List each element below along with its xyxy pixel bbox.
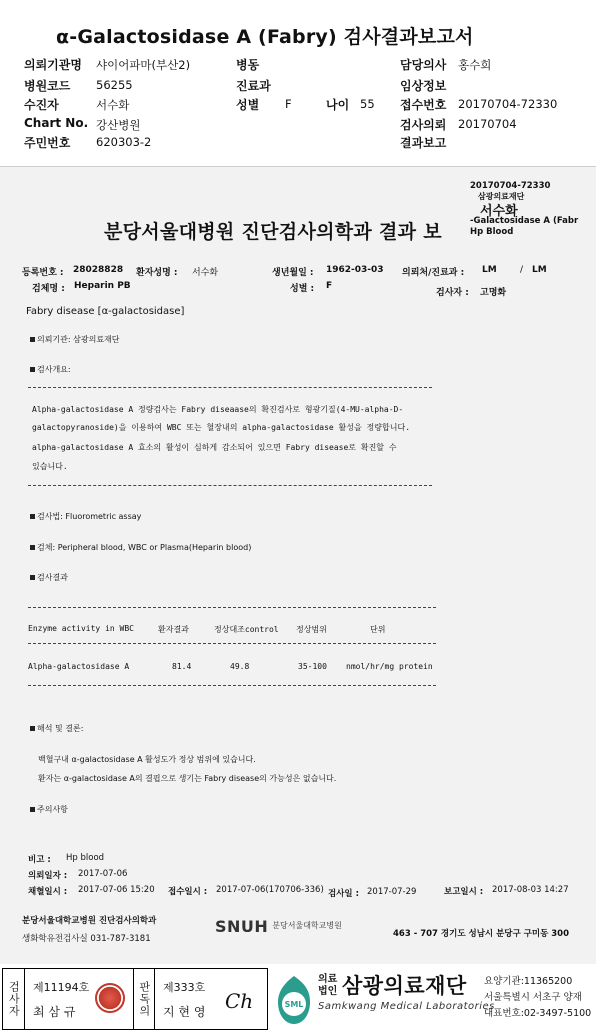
- sex-label: 성별: [236, 98, 260, 112]
- ward-label: 병동: [236, 58, 260, 72]
- chart-label: Chart No.: [24, 116, 89, 130]
- report-label: 결과보고: [400, 136, 447, 150]
- org-english-name: Samkwang Medical Laboratories: [318, 1001, 495, 1012]
- divider: [28, 387, 432, 388]
- patient-value: 서수화: [96, 98, 130, 112]
- snuh-logo: [215, 917, 342, 936]
- report-header: [0, 0, 596, 163]
- institution-label: 의뢰기관명: [24, 58, 82, 72]
- topright-id: 20170704-72330: [470, 181, 551, 191]
- table-header-range: 정상범위: [296, 625, 327, 634]
- method-line: 검사법: Fluorometric assay: [30, 511, 141, 522]
- section-title: Fabry disease [α-galactosidase]: [26, 306, 185, 317]
- overview-line-1: Alpha-galactosidase A 정량검사는 Fabry diseaase의 확진검사로 형광기질(4-MU-alpha-D-: [32, 405, 404, 414]
- divider: [28, 485, 432, 486]
- interp-line-2: 환자는 α-galactosidase A의 결핍으로 생기는 Fabry disease의 가능성은 없습니다.: [38, 774, 337, 783]
- receipt-label: 접수번호: [400, 98, 447, 112]
- org-name: 삼광의료재단: [342, 974, 467, 998]
- signature-icon: Ch: [225, 989, 254, 1013]
- test-date-value: 2017-07-29: [367, 887, 417, 897]
- overview-line-4: 있습니다.: [32, 462, 68, 471]
- inst-line: 의뢰기관: 삼광의료재단: [30, 334, 120, 345]
- signature-bar: [0, 966, 596, 1034]
- specimen-label: 검체명 :: [32, 284, 65, 294]
- age-value: 55: [360, 97, 375, 111]
- dept-req-value-2: LM: [532, 265, 547, 275]
- footer-lab: 생화학유전검사실 031-787-3181: [22, 934, 151, 944]
- collect-label: 채혈일시 :: [28, 887, 68, 897]
- footer-dept: 분당서울대학교병원 진단검사의학과: [22, 916, 157, 926]
- chart-value: 강산병원: [96, 118, 141, 132]
- snuh-name: 분당서울대학교병원: [272, 921, 342, 931]
- sex-value: F: [285, 97, 292, 111]
- dept-label: 진료과: [236, 79, 271, 93]
- doctor-value: 홍수희: [458, 58, 492, 72]
- doctor-label: 담당의사: [400, 58, 447, 72]
- topright-org: 삼광의료재단: [478, 192, 525, 201]
- divider: [28, 685, 436, 686]
- approver-number: 제333호: [163, 981, 206, 994]
- dept-req-value-1: LM: [482, 265, 497, 275]
- specimen-value: Heparin PB: [74, 281, 131, 291]
- institution-value: 샤이어파마(부산2): [96, 58, 191, 72]
- caution-title: 주의사항: [30, 804, 68, 815]
- table-header-enzyme: Enzyme activity in WBC: [28, 624, 134, 633]
- table-header-control: 정상대조control: [214, 625, 279, 634]
- table-header-unit: 단위: [370, 625, 386, 634]
- topright-test: -Galactosidase A (Fabr: [470, 216, 579, 226]
- sml-logo-text: SML: [284, 1000, 304, 1009]
- rrn-value: 620303-2: [96, 135, 152, 149]
- tester-name: 최 삼 규: [33, 1005, 76, 1019]
- overview-line-2: galactopyranoside)을 이용하여 WBC 또는 혈장내의 alpha-galactosidase 활성을 정량합니다.: [32, 423, 411, 432]
- table-cell-range: 35-100: [298, 662, 327, 671]
- signature-box: [2, 968, 268, 1030]
- dob-label: 생년월일 :: [272, 268, 314, 278]
- table-header-patient: 환자결과: [158, 625, 189, 634]
- clinical-label: 임상정보: [400, 79, 447, 93]
- org-address: 서울특별시 서초구 양재: [484, 992, 582, 1003]
- scanned-report: [0, 166, 596, 964]
- sml-logo-icon: [272, 972, 316, 1028]
- request-date-label: 의뢰일자 :: [28, 871, 68, 881]
- address: 463 - 707 경기도 성남시 분당구 구미동 300: [393, 929, 570, 939]
- dept-req-label: 의뢰처/진료과 :: [402, 268, 465, 278]
- approver-name: 지 현 영: [163, 1005, 206, 1019]
- org-phone: 대표번호:02-3497-5100: [484, 1008, 592, 1019]
- specimen-line: 검체: Peripheral blood, WBC or Plasma(Heparin blood): [30, 542, 251, 553]
- interp-title: 해석 및 결론:: [30, 723, 83, 734]
- result-title: 검사결과: [30, 572, 68, 583]
- topright-specimen: Hp Blood: [470, 227, 514, 237]
- overview-line-3: alpha-galactosidase A 효소의 활성이 심하게 감소되어 있으면 Fabry disease로 확진할 수: [32, 443, 397, 452]
- rrn-label: 주민번호: [24, 136, 71, 150]
- report-time-value: 2017-08-03 14:27: [492, 885, 569, 895]
- request-date-value: 2017-07-06: [78, 869, 128, 879]
- org-prefix: 의료 법인: [318, 974, 338, 997]
- table-cell-test: Alpha-galactosidase A: [28, 662, 130, 671]
- tester-number: 제11194호: [33, 981, 90, 994]
- seal-icon: [95, 983, 125, 1013]
- divider: [28, 643, 436, 644]
- divider: [28, 607, 436, 608]
- receipt-time-value: 2017-07-06(170706-336): [216, 885, 324, 895]
- sex-info-label: 성별 :: [290, 284, 315, 294]
- report-title: 분당서울대병원 진단검사의학과 결과 보: [104, 221, 442, 243]
- request-value: 20170704: [458, 117, 517, 131]
- age-label: 나이: [326, 98, 350, 112]
- page-title: α-Galactosidase A (Fabry) 검사결과보고서: [56, 26, 474, 48]
- hospital-code-label: 병원코드: [24, 79, 71, 93]
- tester-label: 검사자 :: [436, 288, 469, 298]
- remark-value: Hp blood: [66, 853, 105, 863]
- hospital-code-value: 56255: [96, 78, 133, 92]
- dept-req-sep: /: [520, 265, 524, 275]
- patient-name-value: 서수화: [192, 268, 219, 278]
- approver-vertical-label: 판독의: [133, 969, 155, 1029]
- snuh-logo-text: SNUH: [215, 917, 269, 936]
- tester-value: 고명화: [480, 288, 507, 298]
- sex-info-value: F: [326, 281, 333, 291]
- interp-line-1: 백혈구내 α-galactosidase A 활성도가 정상 범위에 있습니다.: [38, 755, 256, 764]
- care-number: 요양기관:11365200: [484, 976, 573, 987]
- request-label: 검사의뢰: [400, 118, 447, 132]
- receipt-time-label: 접수일시 :: [168, 887, 208, 897]
- patient-label: 수진자: [24, 98, 59, 112]
- test-date-label: 검사일 :: [328, 889, 359, 899]
- receipt-value: 20170704-72330: [458, 97, 558, 111]
- patient-name-label: 환자성명 :: [136, 268, 178, 278]
- reg-label: 등록번호 :: [22, 268, 64, 278]
- table-cell-result: 81.4: [172, 662, 192, 671]
- tester-vertical-label: 검사자: [3, 969, 25, 1029]
- table-cell-control: 49.8: [230, 662, 250, 671]
- topright-name: 서수화: [480, 204, 518, 219]
- remark-label: 비고 :: [28, 855, 51, 865]
- collect-value: 2017-07-06 15:20: [78, 885, 155, 895]
- reg-value: 28028828: [73, 265, 124, 275]
- table-cell-unit: nmol/hr/mg protein: [346, 662, 433, 671]
- overview-title: 검사개요:: [30, 364, 71, 375]
- dob-value: 1962-03-03: [326, 265, 384, 275]
- report-time-label: 보고일시 :: [444, 887, 484, 897]
